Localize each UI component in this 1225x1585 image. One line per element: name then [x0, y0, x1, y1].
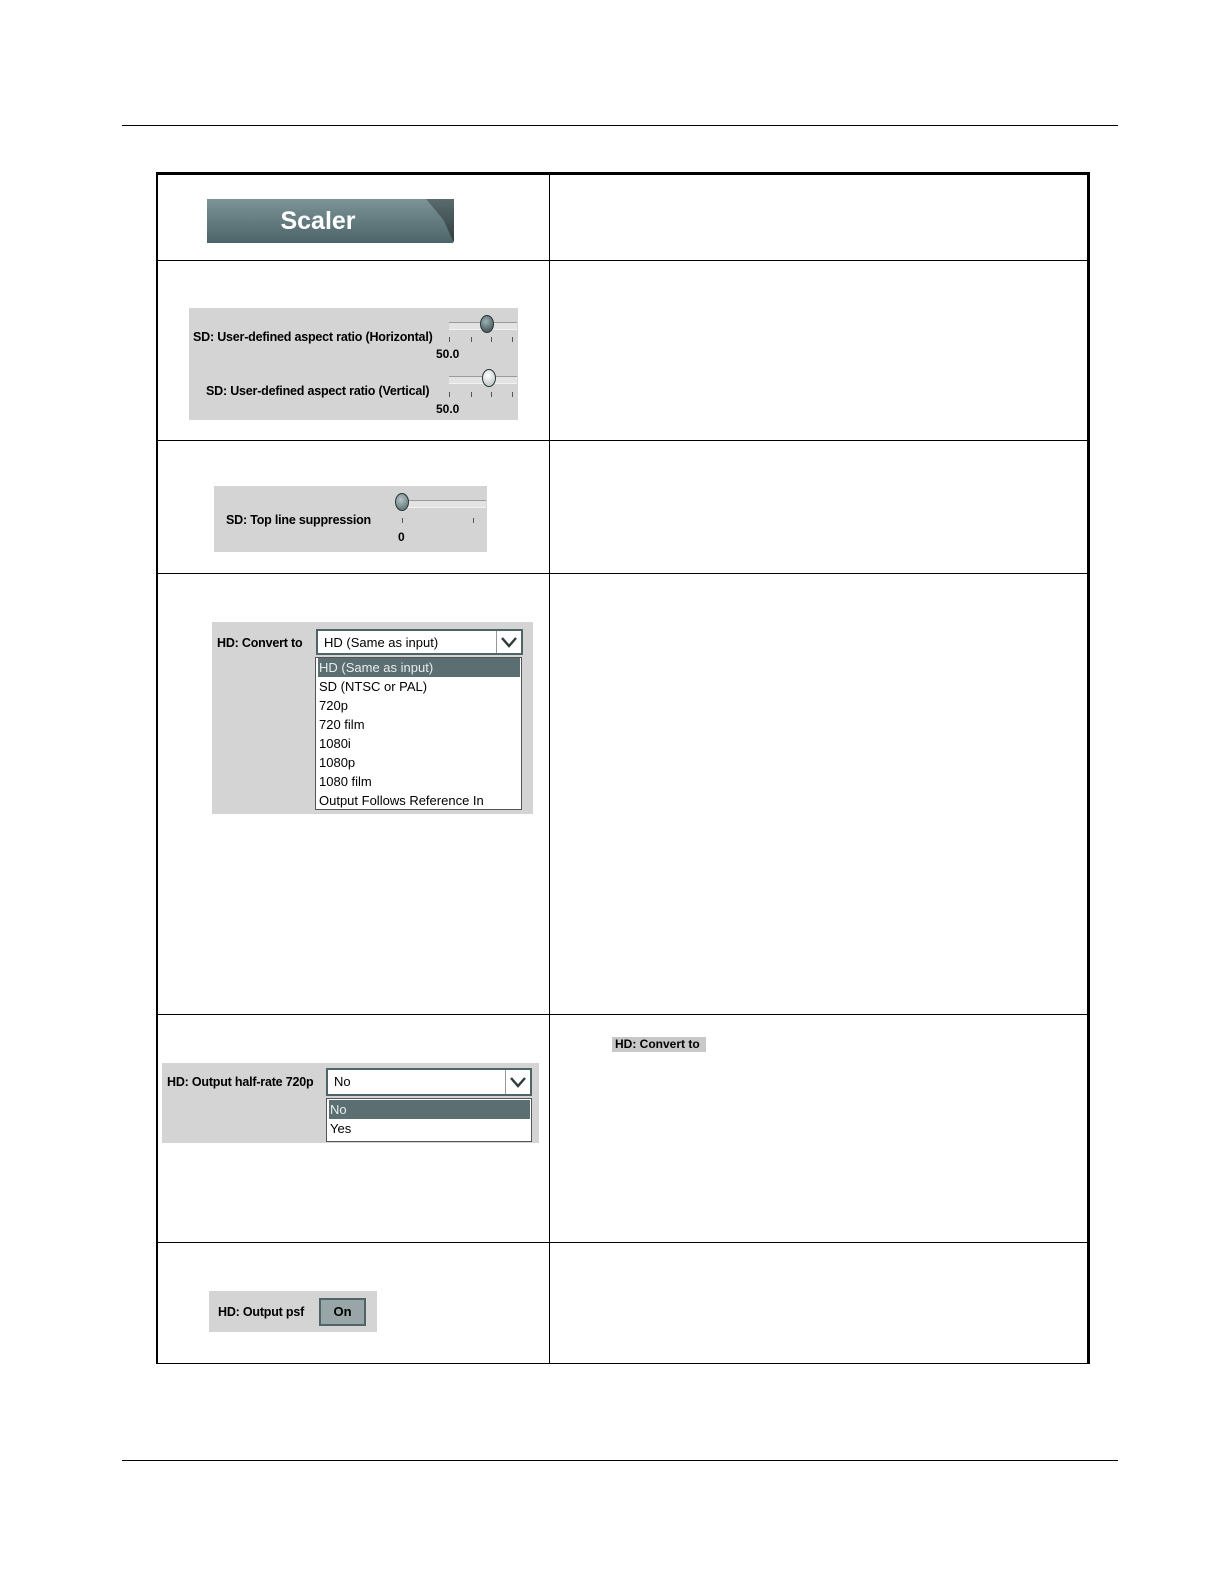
aspect-ratio-panel	[189, 308, 518, 420]
convert-to-selected-value: HD (Same as input)	[324, 635, 439, 650]
top-line-panel	[214, 486, 487, 552]
half-rate-panel	[162, 1063, 539, 1143]
convert-to-option[interactable]: 1080 film	[319, 774, 372, 789]
half-rate-option[interactable]: No	[329, 1100, 530, 1119]
row-divider	[158, 1014, 1087, 1015]
top-line-label: SD: Top line suppression	[226, 513, 371, 527]
row-divider	[158, 573, 1087, 574]
footer-rule	[122, 1460, 1118, 1461]
aspect-vertical-label: SD: User-defined aspect ratio (Vertical)	[206, 384, 430, 398]
scaler-tab-label: Scaler	[280, 207, 356, 235]
convert-to-option[interactable]: Output Follows Reference In	[319, 793, 484, 808]
half-rate-label: HD: Output half-rate 720p	[167, 1075, 314, 1089]
aspect-horizontal-slider-knob[interactable]	[480, 315, 494, 333]
convert-to-option[interactable]: 1080i	[319, 736, 351, 751]
aspect-horizontal-value: 50.0	[436, 347, 460, 361]
aspect-horizontal-label: SD: User-defined aspect ratio (Horizontal)	[193, 330, 433, 344]
aspect-vertical-value: 50.0	[436, 402, 460, 416]
top-line-value: 0	[398, 530, 405, 544]
row-divider	[158, 1242, 1087, 1243]
half-rate-dropdown-list	[326, 1098, 532, 1142]
half-rate-select[interactable]	[326, 1068, 532, 1096]
settings-table	[156, 172, 1090, 1364]
header-rule	[122, 125, 1118, 126]
convert-to-select[interactable]	[316, 629, 523, 655]
top-line-slider-knob[interactable]	[395, 493, 409, 511]
convert-to-option[interactable]: SD (NTSC or PAL)	[319, 679, 428, 694]
psf-toggle-button[interactable]: On	[319, 1298, 366, 1326]
row-divider	[158, 260, 1087, 261]
convert-to-reference-label: HD: Convert to	[612, 1037, 706, 1052]
convert-to-dropdown-list	[315, 657, 522, 810]
half-rate-option[interactable]: Yes	[330, 1121, 352, 1136]
convert-to-label: HD: Convert to	[217, 636, 303, 650]
psf-panel	[209, 1291, 377, 1332]
column-divider	[549, 175, 550, 1363]
row-divider	[158, 440, 1087, 441]
convert-to-option[interactable]: 720 film	[319, 717, 365, 732]
convert-to-option[interactable]: HD (Same as input)	[318, 658, 520, 677]
convert-to-panel	[212, 622, 533, 814]
convert-to-option[interactable]: 720p	[319, 698, 348, 713]
chevron-down-icon[interactable]	[496, 631, 521, 653]
chevron-down-icon[interactable]	[505, 1070, 530, 1094]
convert-to-option[interactable]: 1080p	[319, 755, 356, 770]
half-rate-selected-value: No	[334, 1074, 351, 1089]
psf-label: HD: Output psf	[218, 1305, 305, 1319]
aspect-vertical-slider-knob[interactable]	[482, 369, 496, 387]
